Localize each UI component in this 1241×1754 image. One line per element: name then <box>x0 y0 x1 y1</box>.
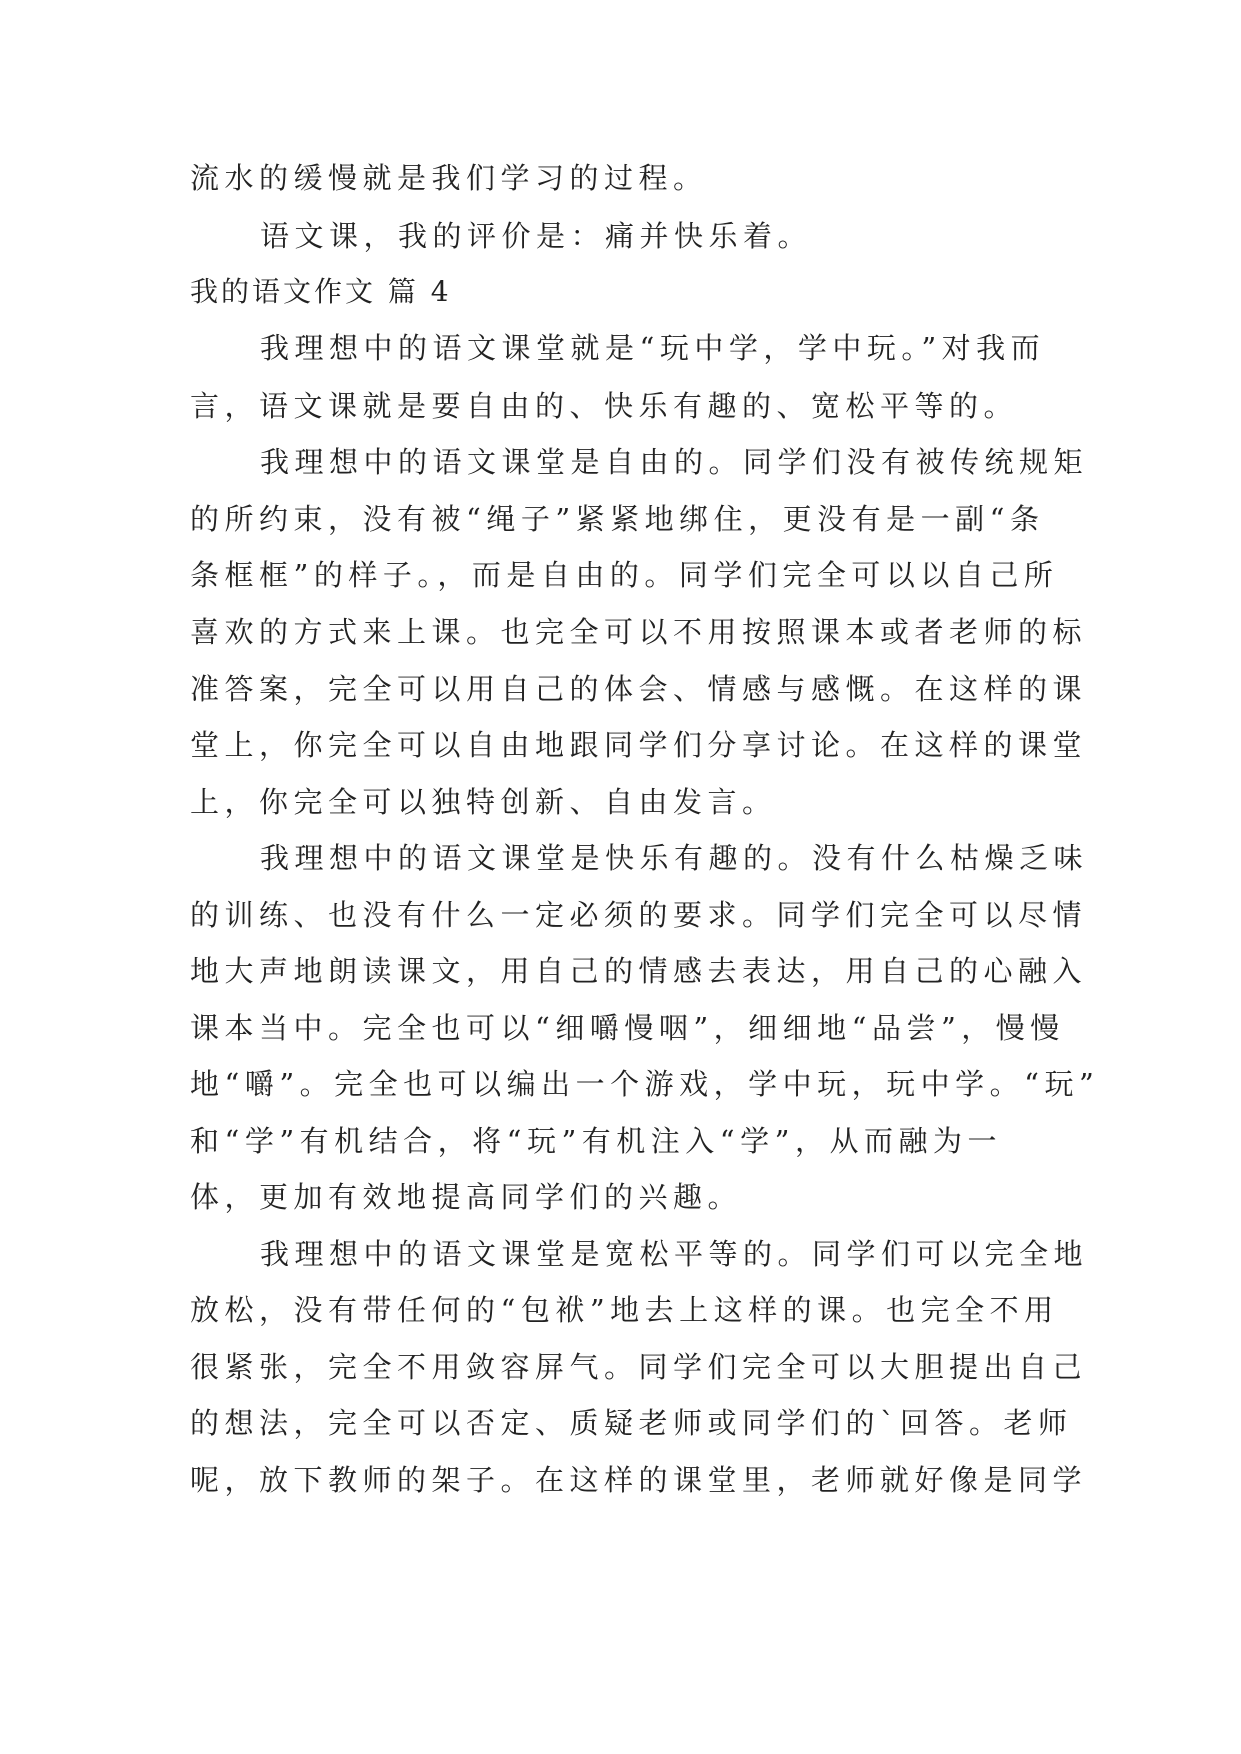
paragraph-first-line: 语文课，我的评价是：痛并快乐着。 <box>260 219 813 253</box>
text-line: 准答案，完全可以用自己的体会、情感与感慨。在这样的课 <box>190 672 1088 706</box>
text-line: 喜欢的方式来上课。也完全可以不用按照课本或者老师的标 <box>190 615 1088 649</box>
text-line: 放松，没有带任何的“包袱”地去上这样的课。也完全不用 <box>190 1293 1059 1327</box>
text-line: 课本当中。完全也可以“细嚼慢咽”，细细地“品尝”，慢慢 <box>190 1011 1065 1045</box>
text-line: 很紧张，完全不用敛容屏气。同学们完全可以大胆提出自己 <box>190 1350 1088 1384</box>
paragraph-first-line: 我理想中的语文课堂是快乐有趣的。没有什么枯燥乏味 <box>260 841 1089 875</box>
text-line: 条框框”的样子。，而是自由的。同学们完全可以以自己所 <box>190 558 1059 592</box>
text-line: 的训练、也没有什么一定必须的要求。同学们完全可以尽情 <box>190 898 1088 932</box>
text-line: 呢，放下教师的架子。在这样的课堂里，老师就好像是同学 <box>190 1463 1088 1497</box>
text-line: 地大声地朗读课文，用自己的情感去表达，用自己的心融入 <box>190 954 1088 988</box>
text-line: 上，你完全可以独特创新、自由发言。 <box>190 785 777 819</box>
section-heading: 我的语文作文 篇 4 <box>190 275 452 308</box>
text-line: 流水的缓慢就是我们学习的过程。 <box>190 161 708 195</box>
paragraph-first-line: 我理想中的语文课堂是自由的。同学们没有被传统规矩 <box>260 445 1089 479</box>
paragraph-first-line: 我理想中的语文课堂就是“玩中学，学中玩。”对我而 <box>260 331 1046 365</box>
paragraph-first-line: 我理想中的语文课堂是宽松平等的。同学们可以完全地 <box>260 1237 1089 1271</box>
text-line: 地“嚼”。完全也可以编出一个游戏，学中玩，玩中学。“玩” <box>190 1067 1100 1101</box>
text-line: 的想法，完全可以否定、质疑老师或同学们的`回答。老师 <box>190 1406 1073 1440</box>
text-line: 言，语文课就是要自由的、快乐有趣的、宽松平等的。 <box>190 389 1019 423</box>
text-line: 堂上，你完全可以自由地跟同学们分享讨论。在这样的课堂 <box>190 728 1088 762</box>
text-line: 的所约束，没有被“绳子”紧紧地绑住，更没有是一副“条 <box>190 502 1045 536</box>
text-line: 和“学”有机结合，将“玩”有机注入“学”，从而融为一 <box>190 1124 1002 1158</box>
text-line: 体，更加有效地提高同学们的兴趣。 <box>190 1180 743 1214</box>
